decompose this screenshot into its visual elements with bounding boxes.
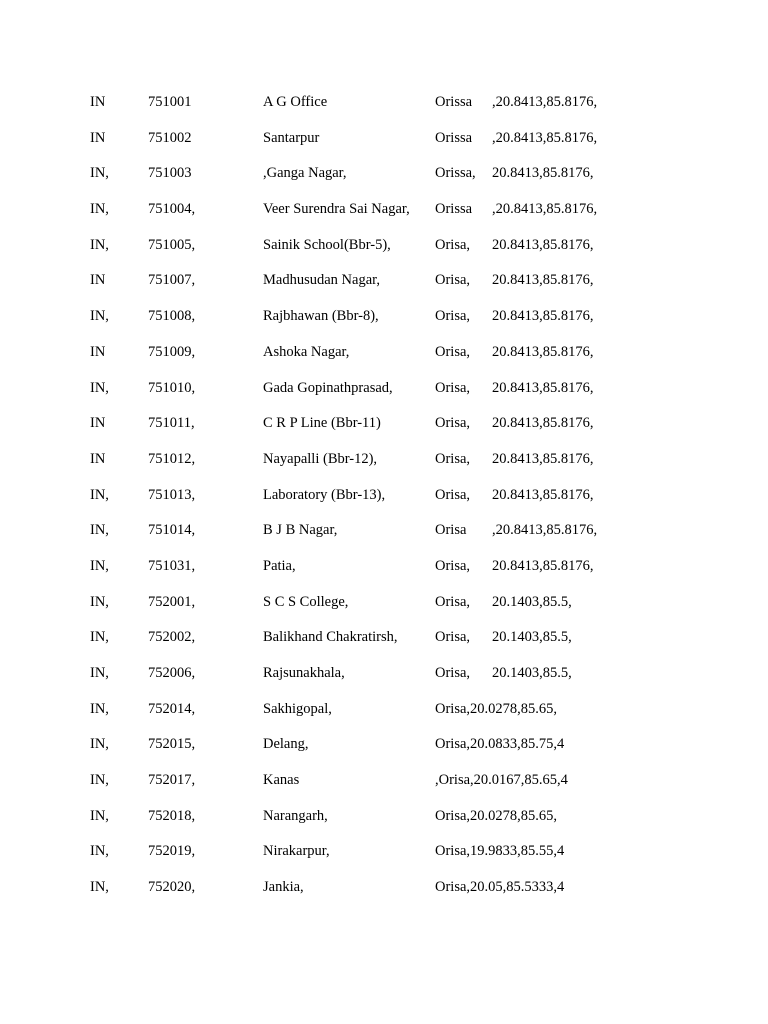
office-name-cell: Rajbhawan (Bbr-8), — [263, 308, 379, 325]
country-cell: IN — [90, 272, 106, 289]
pin-code-cell: 751007, — [148, 272, 196, 289]
country-cell: IN, — [90, 736, 109, 753]
state-cell: Orisa, — [435, 450, 471, 467]
pin-code-cell: 751012, — [148, 450, 196, 467]
postal-code-list — [0, 92, 768, 913]
coordinates-cell: 20.8413,85.8176, — [492, 415, 594, 432]
coordinates-cell: 20.8413,85.8176, — [492, 343, 594, 360]
country-cell: IN, — [90, 593, 109, 610]
state-cell: Orissa, — [435, 165, 476, 182]
country-cell: IN — [90, 94, 106, 110]
list-row — [0, 770, 768, 806]
pin-code-cell: 751009, — [148, 343, 196, 360]
list-row — [0, 92, 768, 128]
list-row — [0, 342, 768, 378]
office-name-cell: Laboratory (Bbr-13), — [263, 486, 386, 503]
state-cell: Orisa, — [435, 415, 471, 432]
coordinates-cell: ,20.8413,85.8176, — [492, 129, 598, 146]
state-cell: Orisa, — [435, 308, 471, 325]
country-cell: IN, — [90, 522, 109, 539]
pin-code-cell: 752020, — [148, 879, 196, 896]
list-row — [0, 199, 768, 235]
country-cell: IN — [90, 450, 106, 467]
country-cell: IN — [90, 129, 106, 146]
coordinates-cell: 20.1403,85.5, — [492, 629, 572, 646]
pin-code-cell: 751001 — [148, 94, 192, 110]
list-row — [0, 734, 768, 770]
state-cell: Orisa,20.05,85.5333,4 — [435, 879, 565, 896]
country-cell: IN, — [90, 665, 109, 681]
state-cell: Orisa, — [435, 272, 471, 289]
office-name-cell: C R P Line (Bbr-11) — [263, 415, 381, 432]
country-cell: IN, — [90, 629, 109, 646]
coordinates-cell: 20.1403,85.5, — [492, 665, 572, 681]
country-cell: IN, — [90, 201, 109, 218]
office-name-cell: Nirakarpur, — [263, 843, 330, 860]
coordinates-cell: 20.8413,85.8176, — [492, 165, 594, 182]
list-row — [0, 485, 768, 521]
coordinates-cell: 20.8413,85.8176, — [492, 308, 594, 325]
coordinates-cell: 20.8413,85.8176, — [492, 450, 594, 467]
office-name-cell: Ashoka Nagar, — [263, 343, 350, 360]
coordinates-cell: ,20.8413,85.8176, — [492, 522, 598, 539]
office-name-cell: Narangarh, — [263, 807, 328, 824]
list-row — [0, 556, 768, 592]
coordinates-cell: 20.8413,85.8176, — [492, 379, 594, 396]
office-name-cell: Madhusudan Nagar, — [263, 272, 380, 289]
office-name-cell: Jankia, — [263, 879, 304, 896]
state-cell: Orisa, — [435, 593, 471, 610]
coordinates-cell: 20.1403,85.5, — [492, 593, 572, 610]
office-name-cell: Santarpur — [263, 129, 320, 146]
country-cell: IN, — [90, 700, 109, 717]
pin-code-cell: 751008, — [148, 308, 196, 325]
coordinates-cell: 20.8413,85.8176, — [492, 272, 594, 289]
office-name-cell: Sainik School(Bbr-5), — [263, 236, 391, 253]
coordinates-cell: 20.8413,85.8176, — [492, 557, 594, 574]
list-row — [0, 449, 768, 485]
country-cell: IN, — [90, 236, 109, 253]
state-cell: Orisa, — [435, 379, 471, 396]
office-name-cell: Sakhigopal, — [263, 700, 332, 717]
state-cell: Orisa, — [435, 486, 471, 503]
office-name-cell: Nayapalli (Bbr-12), — [263, 450, 378, 467]
state-cell: ,Orisa,20.0167,85.65,4 — [435, 772, 568, 789]
country-cell: IN — [90, 343, 106, 360]
office-name-cell: ,Ganga Nagar, — [263, 165, 347, 182]
office-name-cell: Kanas — [263, 772, 300, 789]
pin-code-cell: 752001, — [148, 593, 196, 610]
country-cell: IN, — [90, 308, 109, 325]
state-cell: Orissa — [435, 129, 473, 146]
office-name-cell: S C S College, — [263, 593, 349, 610]
state-cell: Orisa, — [435, 665, 471, 681]
list-row — [0, 806, 768, 842]
pin-code-cell: 751013, — [148, 486, 196, 503]
state-cell: Orissa — [435, 94, 473, 110]
state-cell: Orisa,20.0278,85.65, — [435, 807, 558, 824]
pin-code-cell: 752014, — [148, 700, 196, 717]
country-cell: IN, — [90, 165, 109, 182]
list-row — [0, 592, 768, 628]
office-name-cell: Delang, — [263, 736, 309, 753]
state-cell: Orisa, — [435, 236, 471, 253]
country-cell: IN, — [90, 486, 109, 503]
country-cell: IN, — [90, 772, 109, 789]
list-row — [0, 663, 768, 699]
country-cell: IN, — [90, 557, 109, 574]
state-cell: Orisa,20.0833,85.75,4 — [435, 736, 565, 753]
coordinates-cell: ,20.8413,85.8176, — [492, 201, 598, 218]
coordinates-cell: ,20.8413,85.8176, — [492, 94, 598, 110]
pin-code-cell: 752015, — [148, 736, 196, 753]
list-row — [0, 128, 768, 164]
office-name-cell: A G Office — [263, 94, 328, 110]
country-cell: IN — [90, 415, 106, 432]
coordinates-cell: 20.8413,85.8176, — [492, 236, 594, 253]
coordinates-cell: 20.8413,85.8176, — [492, 486, 594, 503]
list-row — [0, 413, 768, 449]
pin-code-cell: 751014, — [148, 522, 196, 539]
pin-code-cell: 752018, — [148, 807, 196, 824]
list-row — [0, 235, 768, 271]
list-row — [0, 306, 768, 342]
state-cell: Orisa,20.0278,85.65, — [435, 700, 558, 717]
pin-code-cell: 751010, — [148, 379, 196, 396]
pin-code-cell: 752002, — [148, 629, 196, 646]
state-cell: Orisa,19.9833,85.55,4 — [435, 843, 565, 860]
pin-code-cell: 751031, — [148, 557, 196, 574]
list-row — [0, 841, 768, 877]
pin-code-cell: 751011, — [148, 415, 195, 432]
list-row — [0, 699, 768, 735]
list-row — [0, 877, 768, 913]
office-name-cell: Veer Surendra Sai Nagar, — [263, 201, 410, 218]
pin-code-cell: 752017, — [148, 772, 196, 789]
state-cell: Orissa — [435, 201, 473, 218]
state-cell: Orisa, — [435, 557, 471, 574]
state-cell: Orisa, — [435, 629, 471, 646]
pin-code-cell: 751005, — [148, 236, 196, 253]
pin-code-cell: 751002 — [148, 129, 192, 146]
pin-code-cell: 752006, — [148, 665, 196, 681]
office-name-cell: B J B Nagar, — [263, 522, 338, 539]
country-cell: IN, — [90, 379, 109, 396]
office-name-cell: Rajsunakhala, — [263, 665, 345, 681]
country-cell: IN, — [90, 807, 109, 824]
country-cell: IN, — [90, 843, 109, 860]
pin-code-cell: 752019, — [148, 843, 196, 860]
pin-code-cell: 751004, — [148, 201, 196, 218]
list-row — [0, 378, 768, 414]
state-cell: Orisa — [435, 522, 467, 539]
list-row — [0, 627, 768, 663]
country-cell: IN, — [90, 879, 109, 896]
office-name-cell: Patia, — [263, 557, 296, 574]
office-name-cell: Balikhand Chakratirsh, — [263, 629, 398, 646]
office-name-cell: Gada Gopinathprasad, — [263, 379, 393, 396]
pin-code-cell: 751003 — [148, 165, 192, 182]
list-row — [0, 520, 768, 556]
state-cell: Orisa, — [435, 343, 471, 360]
list-row — [0, 270, 768, 306]
list-row — [0, 163, 768, 199]
